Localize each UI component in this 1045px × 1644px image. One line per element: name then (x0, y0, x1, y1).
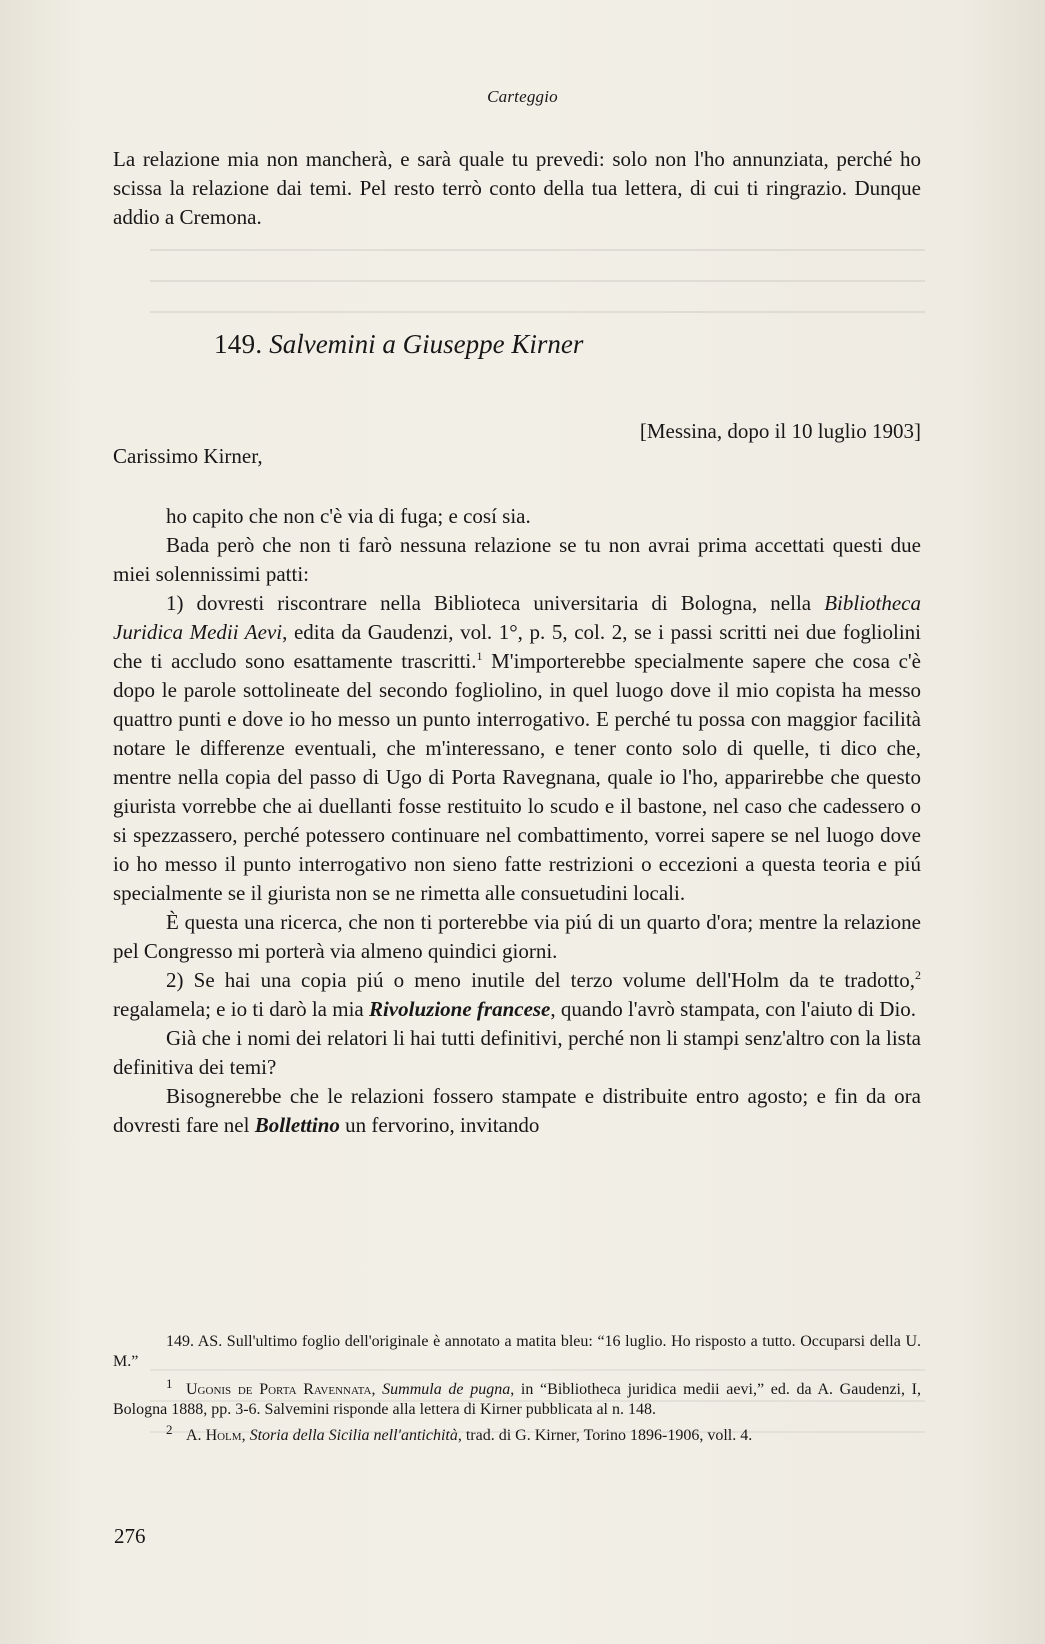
body-paragraph-1 (113, 502, 921, 531)
letter-dateline: [Messina, dopo il 10 luglio 1903] (639, 419, 921, 443)
letter-body (113, 502, 921, 1292)
letter-title: Salvemini a Giuseppe Kirner (269, 329, 584, 359)
opening-paragraph (113, 145, 921, 232)
footnote-1-author: Ugonis de Porta Ravennata (186, 1381, 372, 1398)
footnote-reference-2: 2 (915, 968, 921, 982)
opening-paragraph-text: La relazione mia non mancherà, e sarà quale tu prevedi: solo non l'ho annunziata, perché ho scissa la relazione dai temi. Pel resto terrò conto della tua lettera, di cui ti ringrazio. Dunque addio a Cremona. (113, 147, 921, 229)
body-paragraph-2-text: Bada però che non ti farò nessuna relazione se tu non avrai prima accettati questi due miei solennissimi patti: (113, 533, 921, 586)
body-paragraph-3 (113, 589, 921, 908)
body-paragraph-6 (113, 1024, 921, 1082)
body-paragraph-2 (113, 531, 921, 589)
body-paragraph-7-end: un fervorino, invitando (339, 1113, 540, 1137)
bibliotheca-juridica-title: Bibliotheca Juridica Medii Aevi (113, 591, 921, 644)
footnote-2-author-initial: A. (186, 1427, 206, 1444)
letter-salutation: Carissimo Kirner, (113, 444, 263, 468)
footnote-2-author: Holm (205, 1427, 242, 1444)
running-head: Carteggio (487, 87, 558, 106)
body-paragraph-3-middle: , edita da Gaudenzi, vol. 1°, p. 5, col. 2, se i passi scritti nei due fogliolini che ti accludo sono esattamente trascritti. (113, 620, 921, 673)
footnote-2-details: , trad. di G. Kirner, Torino 1896-1906, voll. 4. (457, 1427, 753, 1444)
footnote-reference-1: 1 (476, 649, 483, 663)
body-paragraph-4 (113, 908, 921, 966)
letter-number: 149. (214, 329, 263, 359)
rivoluzione-francese-title: Rivoluzione francese (368, 997, 551, 1021)
body-paragraph-3-end: M'importerebbe specialmente sapere che cosa c'è dopo le parole sottolineate del secondo fogliolino, in quel luogo dove il mio copista ha messo quattro punti e dove io ho messo un punto interrogativo. E perché tu possa con maggior facilità notare le differenze eventuali, che m'interessano, e tener conto solo di quelle, ti dico che, mentre nella copia del passo di Ugo di Porta Ravegnana, quale io l'ho, apparirebbe che questo giurista vorrebbe che ai duellanti fosse restituito lo scudo e il bastone, nel caso che cadessero o si spezzassero, perché potessero continuare nel combattimento, vorrei sapere se nel luogo dove io ho messo il punto interrogativo non sieno fatte restrizioni o eccezioni a questa teoria e piú specialmente se il giurista non se ne rimetta alle consuetudini locali. (113, 649, 922, 905)
opening-paragraph-block (113, 145, 921, 235)
body-paragraph-7 (113, 1082, 921, 1140)
bleed-through-text (150, 220, 925, 340)
body-paragraph-7-start: Bisognerebbe che le relazioni fossero stampate e distribuite entro agosto; e fin da ora dovresti fare nel (113, 1084, 921, 1137)
source-note-text: 149. AS. Sull'ultimo foglio dell'originale è annotato a matita bleu: “16 luglio. Ho risposto a tutto. Occuparsi della U. M.” (113, 1333, 921, 1370)
footnote-1: 1 Ugonis de Porta Ravennata, Summula de pugna, in “Bibliotheca juridica medii aevi,” ed. da A. Gaudenzi, I, Bologna 1888, pp. 3-6. Salvemini risponde alla lettera di Kirner pubblicata al n. 148. (113, 1375, 922, 1418)
body-paragraph-4-text: È questa una ricerca, che non ti porterebbe via piú di un quarto d'ora; mentre la relazione pel Congresso mi porterà via almeno quindici giorni. (113, 910, 921, 963)
footnotes (113, 1375, 922, 1452)
footnote-1-details: , in “Bibliotheca juridica medii aevi,” ed. da A. Gaudenzi, I, Bologna 1888, pp. 3-6. Salvemini risponde alla lettera di Kirner pubblicata al n. 148. (113, 1381, 922, 1418)
page-number: 276 (114, 1524, 146, 1548)
footnote-2: 2 A. Holm, Storia della Sicilia nell'antichità, trad. di G. Kirner, Torino 1896-1906, voll. 4. (166, 1421, 753, 1444)
body-paragraph-6-text: Già che i nomi dei relatori li hai tutti definitivi, perché non li stampi senz'altro con la lista definitiva dei temi? (113, 1026, 921, 1079)
source-note (113, 1332, 921, 1378)
body-paragraph-5 (113, 966, 921, 1024)
bollettino-title: Bollettino (254, 1113, 340, 1137)
letter-heading (214, 327, 583, 361)
body-paragraph-5-middle: regalamela; e io ti darò la mia (113, 997, 369, 1021)
body-paragraph-1-text: ho capito che non c'è via di fuga; e cosí sia. (166, 504, 531, 528)
body-paragraph-3-start: 1) dovresti riscontrare nella Biblioteca universitaria di Bologna, nella (166, 591, 825, 615)
body-paragraph-5-start: 2) Se hai una copia piú o meno inutile del terzo volume dell'Holm da te tradotto, (166, 968, 915, 992)
body-paragraph-5-end: , quando l'avrò stampata, con l'aiuto di Dio. (550, 997, 917, 1021)
footnote-1-title: Summula de pugna (382, 1381, 511, 1398)
footnote-2-title: Storia della Sicilia nell'antichità (249, 1427, 458, 1444)
